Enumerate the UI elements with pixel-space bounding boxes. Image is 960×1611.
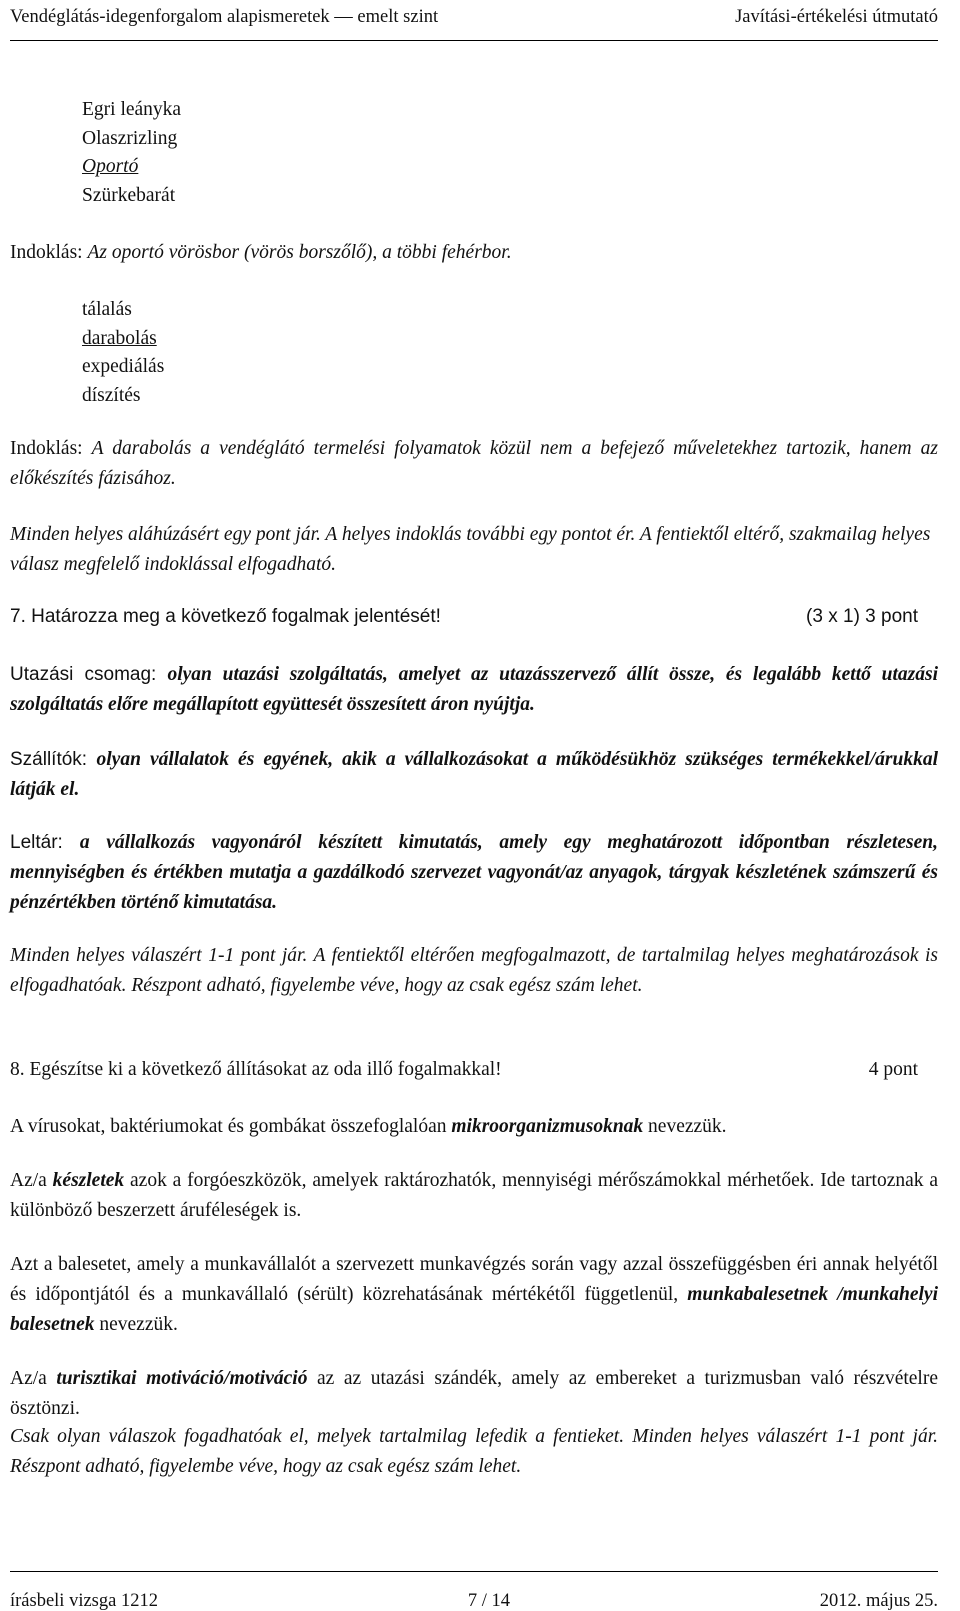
- definition-text: olyan vállalatok és egyének, akik a vállalkozásokat a működésükhöz szükséges termékekkel/árukkal látják el.: [10, 749, 938, 800]
- question-7-heading: [10, 602, 938, 632]
- definition-term: Utazási csomag:: [10, 664, 168, 685]
- exam-date: 2012. május 25.: [819, 1591, 938, 1611]
- reason-label: Indoklás:: [10, 438, 92, 459]
- page-number: 7 / 14: [467, 1591, 510, 1611]
- statement-text: nevezzük.: [94, 1314, 178, 1335]
- reason-label: Indoklás:: [10, 242, 88, 263]
- answer-term: készletek: [52, 1170, 125, 1191]
- reason-text: A darabolás a vendéglátó termelési folyamatok közül nem a befejező műveletekhez tartozik, hanem az előkészítés fázisához.: [10, 438, 939, 489]
- answer-term: mikroorganizmusoknak: [451, 1116, 644, 1137]
- question-7-title: 7. Határozza meg a következő fogalmak jelentését!: [10, 606, 441, 627]
- definition-text: olyan utazási szolgáltatás, amelyet az utazásszervező állít össze, és legalább kettő utazási szolgáltatás előre megállapított együttesét összesített áron nyújtja.: [10, 664, 938, 715]
- statement-4: [10, 1364, 938, 1424]
- statement-text: Az/a: [10, 1368, 57, 1389]
- list-item: expediálás: [82, 356, 165, 377]
- statement-text: az az utazási szándék, amely az embereket a turizmusban való részvételre ösztönzi.: [10, 1368, 938, 1419]
- statement-text: Azt a balesetet, amely a munkavállalót a szervezett munkavégzés során vagy azzal összefüggésben éri annak helyétől és időpontjától és a munkavállaló (sérült) közrehatásának mértékétől függetlenül,: [10, 1254, 938, 1305]
- list-item: Egri leányka: [82, 99, 182, 120]
- operations-list: [82, 296, 164, 410]
- answer-term: turisztikai motiváció/motiváció: [56, 1368, 308, 1389]
- scoring-note-6: Minden helyes aláhúzásért egy pont jár. A helyes indoklás további egy pontot ér. A fentiektől eltérő, szakmailag helyes válasz megfelelő indoklással elfogadható.: [10, 524, 931, 575]
- list-item: tálalás: [82, 299, 132, 320]
- reason-2: [10, 434, 938, 494]
- question-8-points: 4 pont: [868, 1059, 918, 1080]
- list-item: darabolás: [82, 327, 157, 349]
- definition-2: [10, 745, 938, 805]
- list-item: díszítés: [82, 384, 141, 406]
- header-title: Vendéglátás-idegenforgalom alapismeretek — emelt szint: [10, 7, 439, 27]
- question-7-points: (3 x 1) 3 pont: [806, 606, 918, 627]
- list-item: Szürkebarát: [82, 184, 176, 206]
- statement-text: Az/a: [10, 1170, 53, 1191]
- header-subtitle: Javítási-értékelési útmutató: [735, 7, 938, 27]
- scoring-note-8: Csak olyan válaszok fogadhatóak el, melyek tartalmilag lefedik a fentieket. Minden helyes válaszért 1-1 pont jár. Részpont adható, figyelembe véve, hogy az csak egész szám lehet.: [10, 1426, 938, 1477]
- wine-list: [82, 96, 181, 210]
- question-8-title: 8. Egészítse ki a következő állításokat az oda illő fogalmakkal!: [10, 1059, 502, 1080]
- scoring-note-7: Minden helyes válaszért 1-1 pont jár. A fentiektől eltérően megfogalmazott, de tartalmilag helyes meghatározások is elfogadhatóak. Részpont adható, figyelembe véve, hogy az csak egész szám lehet.: [10, 945, 938, 996]
- definition-3: [10, 828, 938, 918]
- list-item: Olaszrizling: [82, 127, 178, 149]
- definition-text: a vállalkozás vagyonáról készített kimutatás, amely egy meghatározott időpontban részletesen, mennyiségben és értékben mutatja a gazdálkodó szervezet vagyonát/az anyagok, tárgyak készletének számszerű és pénzértékben történő kimutatása.: [10, 832, 938, 913]
- statement-text: azok a forgóeszközök, amelyek raktározhatók, mennyiségi mérőszámokkal mérhetőek. Ide tartoznak a különböző beszerzett áruféleségek is.: [10, 1170, 939, 1221]
- statement-text: A vírusokat, baktériumokat és gombákat összefoglalóan: [10, 1116, 452, 1137]
- question-8-heading: [10, 1055, 938, 1085]
- page-header: [10, 0, 938, 41]
- exam-code: írásbeli vizsga 1212: [10, 1591, 158, 1611]
- statement-2: [10, 1166, 938, 1226]
- answer-term: munkabalesetnek /munkahelyi balesetnek: [10, 1284, 939, 1335]
- reason-1: [10, 238, 938, 268]
- page-footer: [10, 1571, 938, 1611]
- definition-1: [10, 660, 938, 720]
- definition-term: Leltár:: [10, 832, 80, 853]
- reason-text: Az oportó vörösbor (vörös borszőlő), a többi fehérbor.: [87, 242, 512, 263]
- definition-term: Szállítók:: [10, 749, 97, 770]
- statement-1: [10, 1112, 938, 1142]
- statement-text: nevezzük.: [643, 1116, 727, 1137]
- list-item: Oportó: [82, 156, 139, 177]
- statement-3: [10, 1250, 938, 1340]
